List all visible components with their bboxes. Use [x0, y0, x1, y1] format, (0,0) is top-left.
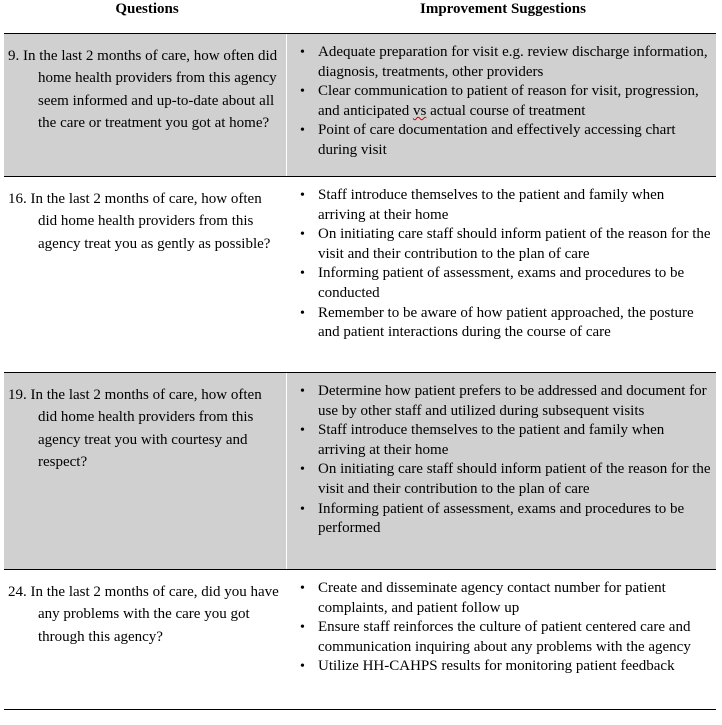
suggestion-item: • Informing patient of assessment, exams and procedures to be conducted — [287, 264, 712, 303]
questions-column-header: Questions — [115, 1, 179, 17]
suggestions-column-header: Improvement Suggestions — [420, 1, 586, 17]
suggestion-item: • On initiating care staff should inform patient of the reason for the visit and their contribution to the plan of care — [287, 225, 712, 264]
question-cell — [4, 177, 287, 372]
table-row — [4, 570, 716, 710]
suggestions-cell — [287, 177, 716, 372]
question-text: 19. In the last 2 months of care, how often did home health providers from this agency treat you with courtesy and respect? — [8, 387, 262, 471]
suggestion-item: • On initiating care staff should inform patient of the reason for the visit and their contribution to the plan of care — [287, 460, 712, 499]
suggestion-list — [287, 579, 712, 677]
suggestions-cell — [287, 373, 716, 569]
suggestion-item: • Point of care documentation and effectively accessing chart during visit — [287, 121, 712, 160]
suggestion-list — [287, 186, 712, 343]
suggestion-item: • Staff introduce themselves to the patient and family when arriving at their home — [287, 421, 712, 460]
suggestions-cell — [287, 570, 716, 709]
suggestion-item: • Create and disseminate agency contact number for patient complaints, and patient follow up — [287, 579, 712, 618]
suggestion-item: • Utilize HH-CAHPS results for monitoring patient feedback — [287, 657, 712, 677]
question-text: 16. In the last 2 months of care, how often did home health providers from this agency treat you as gently as possible? — [8, 191, 271, 252]
table-row — [4, 34, 716, 177]
suggestion-item: • Ensure staff reinforces the culture of patient centered care and communication inquiring about any problems with the agency — [287, 618, 712, 657]
suggestion-item: • Remember to be aware of how patient approached, the posture and patient interactions during the course of care — [287, 304, 712, 343]
suggestions-cell — [287, 34, 716, 176]
question-cell — [4, 34, 287, 176]
table-header — [4, 0, 716, 34]
suggestion-item: • Adequate preparation for visit e.g. review discharge information, diagnosis, treatments, other providers — [287, 43, 712, 82]
suggestion-item: • Clear communication to patient of reason for visit, progression, and anticipated vs actual course of treatment — [287, 82, 712, 121]
table-row — [4, 373, 716, 570]
suggestion-list — [287, 382, 712, 539]
improvement-table — [4, 0, 716, 710]
question-cell — [4, 570, 287, 709]
suggestion-item: • Informing patient of assessment, exams and procedures to be performed — [287, 500, 712, 539]
table-row — [4, 177, 716, 373]
suggestion-item: • Determine how patient prefers to be addressed and document for use by other staff and utilized during subsequent visits — [287, 382, 712, 421]
question-text: 9. In the last 2 months of care, how often did home health providers from this agency seem informed and up-to-date about all the care or treatment you got at home? — [8, 48, 278, 132]
question-text: 24. In the last 2 months of care, did you have any problems with the care you got through this agency? — [8, 584, 279, 645]
question-cell — [4, 373, 287, 569]
suggestion-list — [287, 43, 712, 161]
suggestion-item: • Staff introduce themselves to the patient and family when arriving at their home — [287, 186, 712, 225]
